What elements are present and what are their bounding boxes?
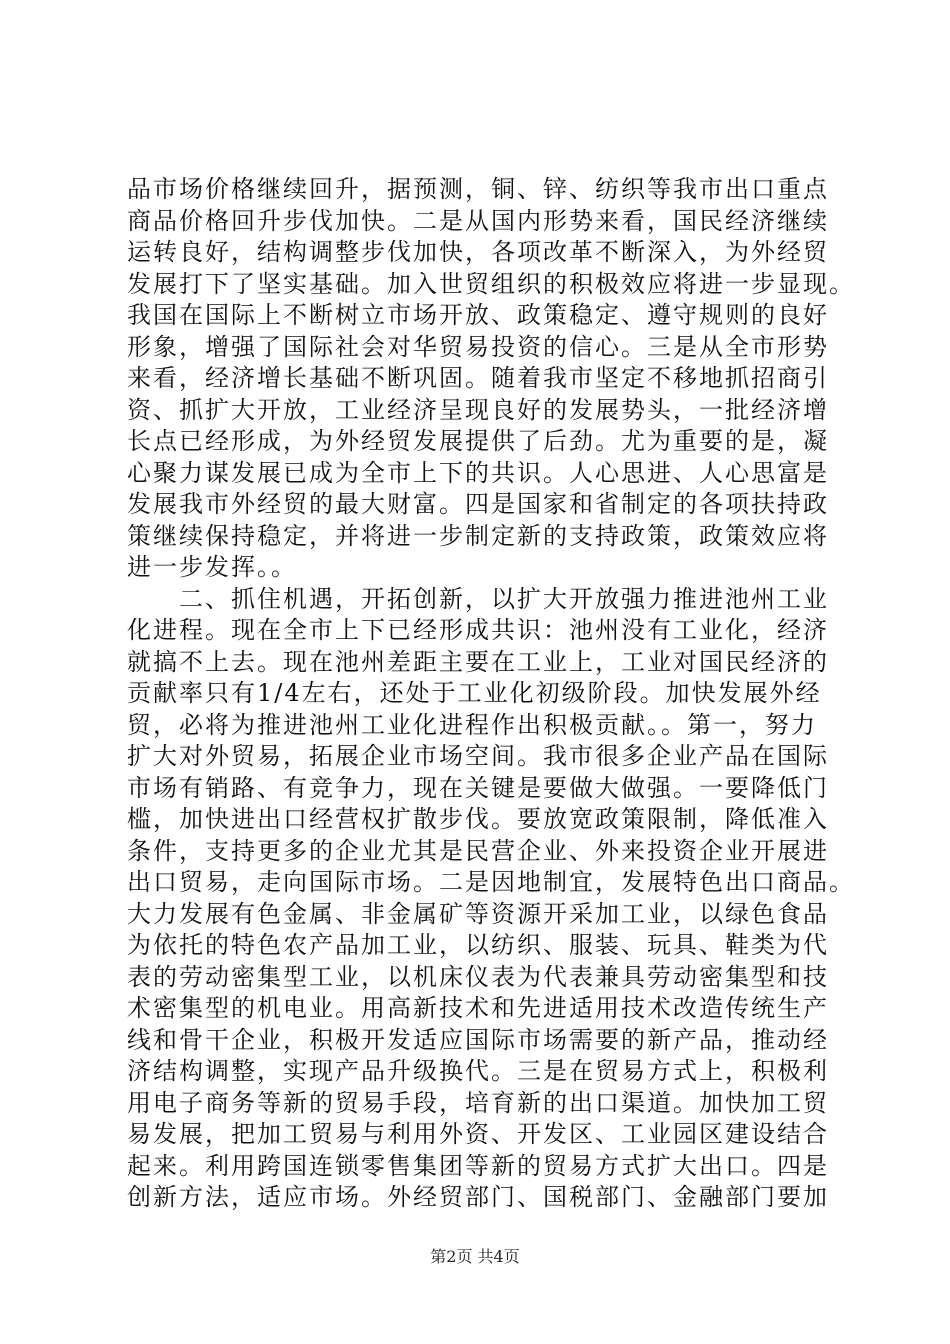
text-line: 起来。利用跨国连锁零售集团等新的贸易方式扩大出口。四是 bbox=[127, 1151, 829, 1180]
text-line: 心聚力谋发展已成为全市上下的共识。人心思进、人心思富是 bbox=[127, 458, 829, 487]
text-line: 贡献率只有1/4左右，还处于工业化初级阶段。加快发展外经 bbox=[127, 679, 822, 707]
text-line: 市场有销路、有竞争力，现在关键是要做大做强。一要降低门 bbox=[127, 773, 829, 802]
page-footer: 第2页 共4页 bbox=[430, 1247, 520, 1266]
text-line: 形象，增强了国际社会对华贸易投资的信心。三是从全市形势 bbox=[127, 332, 829, 361]
text-line: 二、抓住机遇，开拓创新，以扩大开放强力推进池州工业 bbox=[127, 584, 829, 613]
text-line: 我国在国际上不断树立市场开放、政策稳定、遵守规则的良好 bbox=[127, 301, 829, 329]
text-line: 易发展，把加工贸易与利用外资、开发区、工业园区建设结合 bbox=[127, 1120, 829, 1148]
text-line: 槛，加快进出口经营权扩散步伐。要放宽政策限制，降低准入 bbox=[127, 805, 829, 833]
text-line: 资、抓扩大开放，工业经济呈现良好的发展势头，一批经济增 bbox=[127, 395, 829, 424]
text-line: 品市场价格继续回升，据预测，铜、锌、纺织等我市出口重点 bbox=[127, 175, 829, 203]
text-line: 就搞不上去。现在池州差距主要在工业上，工业对国民经济的 bbox=[127, 647, 829, 676]
text-line: 发展我市外经贸的最大财富。四是国家和省制定的各项扶持政 bbox=[127, 490, 829, 518]
text-line: 济结构调整，实现产品升级换代。三是在贸易方式上，积极利 bbox=[127, 1057, 829, 1085]
text-line: 表的劳动密集型工业，以机床仪表为代表兼具劳动密集型和技 bbox=[127, 962, 829, 991]
text-line: 化进程。现在全市上下已经形成共识：池州没有工业化，经济 bbox=[127, 616, 829, 644]
text-line: 商品价格回升步伐加快。二是从国内形势来看，国民经济继续 bbox=[127, 206, 829, 235]
text-line: 用电子商务等新的贸易手段，培育新的出口渠道。加快加工贸 bbox=[127, 1088, 829, 1117]
text-line: 进一步发挥。。 bbox=[127, 553, 297, 581]
text-line: 发展打下了坚实基础。加入世贸组织的积极效应将进一步显现。 bbox=[127, 269, 855, 298]
text-line: 创新方法，适应市场。外经贸部门、国税部门、金融部门要加 bbox=[127, 1183, 829, 1211]
text-line: 扩大对外贸易，拓展企业市场空间。我市很多企业产品在国际 bbox=[127, 742, 829, 770]
text-line: 出口贸易，走向国际市场。二是因地制宜，发展特色出口商品。 bbox=[127, 868, 855, 896]
body-text bbox=[127, 174, 867, 1214]
text-line: 贸，必将为推进池州工业化进程作出积极贡献。。第一，努力 bbox=[127, 710, 817, 739]
text-line: 线和骨干企业，积极开发适应国际市场需要的新产品，推动经 bbox=[127, 1025, 829, 1054]
text-line: 来看，经济增长基础不断巩固。随着我市坚定不移地抓招商引 bbox=[127, 364, 829, 392]
text-line: 运转良好，结构调整步伐加快，各项改革不断深入，为外经贸 bbox=[127, 238, 829, 266]
text-line: 长点已经形成，为外经贸发展提供了后劲。尤为重要的是，凝 bbox=[127, 427, 829, 455]
text-line: 大力发展有色金属、非金属矿等资源开采加工业，以绿色食品 bbox=[127, 899, 829, 928]
text-line: 条件，支持更多的企业尤其是民营企业、外来投资企业开展进 bbox=[127, 836, 829, 865]
text-line: 为依托的特色农产品加工业，以纺织、服装、玩具、鞋类为代 bbox=[127, 931, 829, 959]
text-line: 术密集型的机电业。用高新技术和先进适用技术改造传统生产 bbox=[127, 994, 829, 1022]
text-line: 策继续保持稳定，并将进一步制定新的支持政策，政策效应将 bbox=[127, 521, 829, 550]
